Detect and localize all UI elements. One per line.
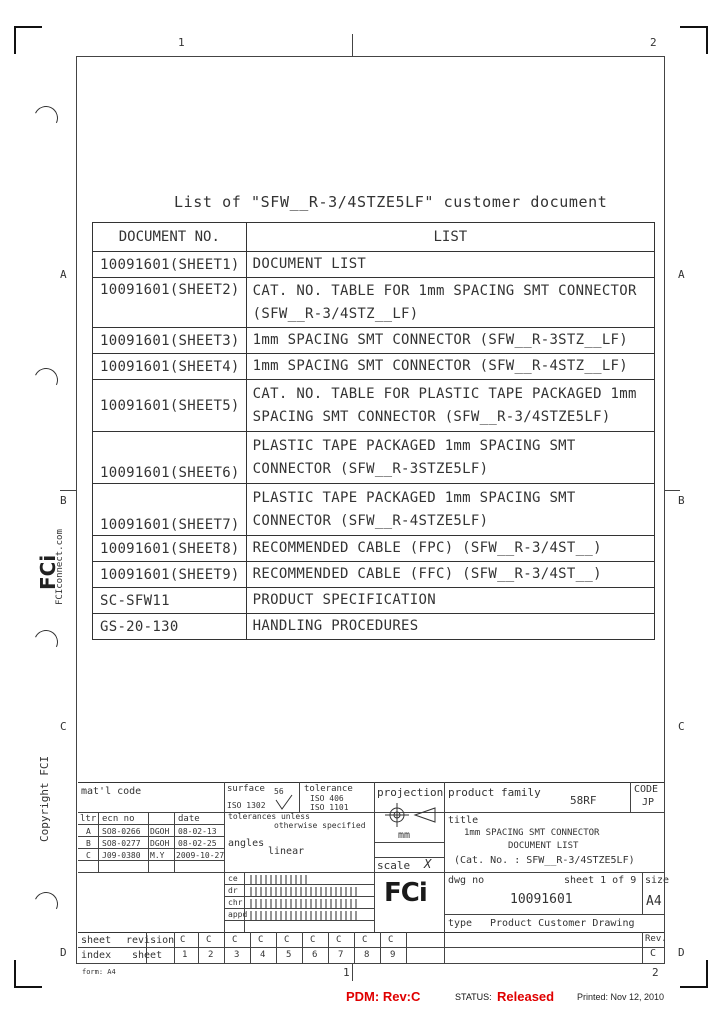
doc-number: 10091601(SHEET3) bbox=[93, 328, 247, 354]
size-label: size bbox=[645, 875, 670, 886]
unit-label: mm bbox=[398, 830, 411, 841]
projection-label: projection bbox=[377, 786, 444, 799]
frame-left-line bbox=[76, 56, 77, 964]
angles-label: angles bbox=[228, 838, 265, 849]
punch-hole-2 bbox=[31, 365, 62, 396]
sig-label-ce: ce bbox=[228, 874, 238, 883]
rev-c-by: M.Y bbox=[150, 851, 165, 860]
revision-cell: C bbox=[362, 935, 368, 945]
scale-value: X bbox=[424, 857, 432, 871]
doc-number: SC-SFW11 bbox=[93, 588, 247, 614]
rev-a-ltr: A bbox=[86, 827, 91, 836]
revision-cell: C bbox=[258, 935, 264, 945]
side-copyright: Copyright FCI bbox=[38, 755, 51, 842]
rev-a-date: 08-02-13 bbox=[178, 827, 217, 836]
tolerance-label: tolerance bbox=[304, 784, 353, 794]
title-label: title bbox=[448, 815, 479, 826]
code-value: JP bbox=[642, 797, 655, 808]
dwg-no-label: dwg no bbox=[448, 875, 485, 886]
doc-number: 10091601(SHEET7) bbox=[93, 484, 247, 536]
zone-row-a-left: A bbox=[60, 268, 67, 281]
doc-description: CAT. NO. TABLE FOR PLASTIC TAPE PACKAGED 1mm SPACING SMT CONNECTOR (SFW__R-3/4STZE5LF) bbox=[246, 380, 654, 432]
tolerance-note-2: otherwise specified bbox=[274, 821, 366, 830]
signature-chr bbox=[250, 899, 360, 908]
zone-col-bottom-left: 1 bbox=[343, 966, 350, 979]
zone-col-bottom-right: 2 bbox=[652, 966, 659, 979]
zone-row-c-right: C bbox=[678, 720, 685, 733]
matl-code-label: mat'l code bbox=[81, 786, 142, 797]
zone-row-a-right: A bbox=[678, 268, 685, 281]
surface-value: 56 bbox=[274, 787, 284, 796]
scale-label: scale bbox=[377, 859, 411, 872]
table-row bbox=[93, 380, 655, 432]
frame-right-line bbox=[664, 56, 665, 964]
rev-a-ecn: SO8-0266 bbox=[102, 827, 141, 836]
signature-dr bbox=[250, 887, 360, 896]
side-website: FCIconnect.com bbox=[55, 529, 65, 605]
zone-col-top-left: 1 bbox=[178, 36, 185, 49]
title-line-3: (Cat. No. : SFW__R-3/4STZE5LF) bbox=[454, 855, 635, 866]
revision-row-label: revision bbox=[126, 935, 175, 946]
tolerance-iso1: ISO 406 bbox=[310, 794, 344, 803]
code-label: CODE bbox=[634, 784, 659, 795]
doc-description: HANDLING PROCEDURES bbox=[246, 614, 654, 640]
sheet-number: 8 bbox=[364, 950, 370, 960]
table-row bbox=[93, 614, 655, 640]
sig-label-appd: appd bbox=[228, 910, 248, 919]
doc-number: GS-20-130 bbox=[93, 614, 247, 640]
sheet-row-label: sheet bbox=[81, 935, 112, 946]
frame-center-tick-top bbox=[352, 34, 353, 56]
revision-cell: C bbox=[232, 935, 238, 945]
rev-label: Rev. bbox=[645, 934, 667, 944]
doc-number: 10091601(SHEET8) bbox=[93, 536, 247, 562]
table-row bbox=[93, 562, 655, 588]
sheet-number: 7 bbox=[338, 950, 344, 960]
sheet-number: 3 bbox=[234, 950, 240, 960]
doc-description: 1mm SPACING SMT CONNECTOR (SFW__R-4STZ__LF) bbox=[246, 354, 654, 380]
doc-number: 10091601(SHEET5) bbox=[93, 380, 247, 432]
type-value: Product Customer Drawing bbox=[490, 918, 635, 929]
title-line-1: 1mm SPACING SMT CONNECTOR bbox=[464, 828, 600, 838]
surface-iso: ISO 1302 bbox=[227, 801, 266, 810]
doc-description: DOCUMENT LIST bbox=[246, 252, 654, 278]
revision-cell: C bbox=[206, 935, 212, 945]
table-row bbox=[93, 536, 655, 562]
status-label: STATUS: bbox=[455, 992, 492, 1002]
doc-description: CAT. NO. TABLE FOR 1mm SPACING SMT CONNECTOR (SFW__R-3/4STZ__LF) bbox=[246, 278, 654, 328]
doc-number: 10091601(SHEET9) bbox=[93, 562, 247, 588]
rev-value: C bbox=[650, 948, 657, 959]
punch-hole-4 bbox=[31, 889, 62, 920]
sheet-number: 1 bbox=[182, 950, 188, 960]
table-row bbox=[93, 278, 655, 328]
table-row bbox=[93, 588, 655, 614]
zone-row-b-right: B bbox=[678, 494, 685, 507]
type-label: type bbox=[448, 918, 473, 929]
frame-top-line bbox=[76, 56, 664, 57]
table-row bbox=[93, 484, 655, 536]
doc-description: PLASTIC TAPE PACKAGED 1mm SPACING SMT CONNECTOR (SFW__R-4STZE5LF) bbox=[246, 484, 654, 536]
side-fci-logo: FCi bbox=[36, 554, 60, 590]
doc-number: 10091601(SHEET6) bbox=[93, 432, 247, 484]
zone-col-top-right: 2 bbox=[650, 36, 657, 49]
page-title: List of "SFW__R-3/4STZE5LF" customer document bbox=[174, 193, 608, 211]
form-label: form: A4 bbox=[82, 968, 116, 976]
doc-description: PRODUCT SPECIFICATION bbox=[246, 588, 654, 614]
table-row bbox=[93, 354, 655, 380]
title-line-2: DOCUMENT LIST bbox=[508, 841, 579, 851]
doc-description: PLASTIC TAPE PACKAGED 1mm SPACING SMT CONNECTOR (SFW__R-3STZE5LF) bbox=[246, 432, 654, 484]
frame-bottom-line bbox=[76, 963, 664, 964]
signature-appd bbox=[250, 911, 360, 920]
doc-number: 10091601(SHEET2) bbox=[93, 278, 247, 328]
zone-row-d-left: D bbox=[60, 946, 67, 959]
revision-cell: C bbox=[388, 935, 394, 945]
revision-cell: C bbox=[284, 935, 290, 945]
doc-description: 1mm SPACING SMT CONNECTOR (SFW__R-3STZ__LF) bbox=[246, 328, 654, 354]
rev-c-ltr: C bbox=[86, 851, 91, 860]
frame-tick-left-b bbox=[60, 490, 76, 491]
pdm-revision: PDM: Rev:C bbox=[346, 989, 421, 1004]
product-family-label: product family bbox=[448, 786, 541, 799]
signature-ce bbox=[250, 875, 310, 884]
surface-check-icon bbox=[274, 794, 294, 810]
zone-row-b-left: B bbox=[60, 494, 67, 507]
sheet-number: 2 bbox=[208, 950, 214, 960]
projection-symbol-icon bbox=[383, 800, 439, 830]
corner-mark-bottom-right bbox=[680, 960, 708, 988]
table-header-row bbox=[93, 223, 655, 252]
corner-mark-top-right bbox=[680, 26, 708, 54]
doc-number: 10091601(SHEET1) bbox=[93, 252, 247, 278]
printed-date: Printed: Nov 12, 2010 bbox=[577, 992, 665, 1002]
sheet-of-label: sheet 1 of 9 bbox=[564, 875, 637, 886]
revision-cell: C bbox=[180, 935, 186, 945]
corner-mark-bottom-left bbox=[14, 960, 42, 988]
fci-logo: FCi bbox=[384, 878, 427, 908]
doc-description: RECOMMENDED CABLE (FPC) (SFW__R-3/4ST__) bbox=[246, 536, 654, 562]
document-table bbox=[92, 222, 655, 640]
header-document-no: DOCUMENT NO. bbox=[93, 223, 247, 252]
ltr-label: ltr bbox=[80, 814, 97, 824]
dwg-number: 10091601 bbox=[510, 892, 573, 907]
rev-b-ecn: SO8-0277 bbox=[102, 839, 141, 848]
surface-label: surface bbox=[227, 784, 265, 794]
index-row-label: index bbox=[81, 950, 112, 961]
rev-c-date: 2009-10-27 bbox=[176, 851, 225, 860]
status-value: Released bbox=[497, 989, 555, 1004]
table-row bbox=[93, 328, 655, 354]
title-block bbox=[78, 782, 670, 963]
sig-label-dr: dr bbox=[228, 886, 238, 895]
doc-description: RECOMMENDED CABLE (FFC) (SFW__R-3/4ST__) bbox=[246, 562, 654, 588]
punch-hole-3 bbox=[31, 627, 62, 658]
product-family-value: 58RF bbox=[570, 794, 597, 807]
rev-a-by: DGOH bbox=[150, 827, 170, 836]
linear-label: linear bbox=[268, 846, 305, 857]
rev-b-ltr: B bbox=[86, 839, 91, 848]
rev-b-date: 08-02-25 bbox=[178, 839, 217, 848]
ecn-no-label: ecn no bbox=[102, 814, 135, 824]
punch-hole-1 bbox=[31, 103, 62, 134]
table-row bbox=[93, 252, 655, 278]
header-list: LIST bbox=[246, 223, 654, 252]
zone-row-c-left: C bbox=[60, 720, 67, 733]
sheet-number: 6 bbox=[312, 950, 318, 960]
corner-mark-top-left bbox=[14, 26, 42, 54]
revision-cell: C bbox=[336, 935, 342, 945]
frame-tick-right-b bbox=[664, 490, 680, 491]
rev-c-ecn: J09-0380 bbox=[102, 851, 141, 860]
size-value: A4 bbox=[646, 894, 662, 909]
rev-b-by: DGOH bbox=[150, 839, 170, 848]
doc-number: 10091601(SHEET4) bbox=[93, 354, 247, 380]
table-row bbox=[93, 432, 655, 484]
sheet-col-label: sheet bbox=[132, 950, 163, 961]
tolerance-iso2: ISO 1101 bbox=[310, 803, 349, 812]
date-label: date bbox=[178, 814, 200, 824]
frame-center-tick-bottom bbox=[352, 963, 353, 981]
zone-row-d-right: D bbox=[678, 946, 685, 959]
sheet-number: 9 bbox=[390, 950, 396, 960]
tolerance-note-1: tolerances unless bbox=[228, 812, 310, 821]
sheet-number: 4 bbox=[260, 950, 266, 960]
sig-label-chr: chr bbox=[228, 898, 243, 907]
sheet-number: 5 bbox=[286, 950, 292, 960]
revision-cell: C bbox=[310, 935, 316, 945]
